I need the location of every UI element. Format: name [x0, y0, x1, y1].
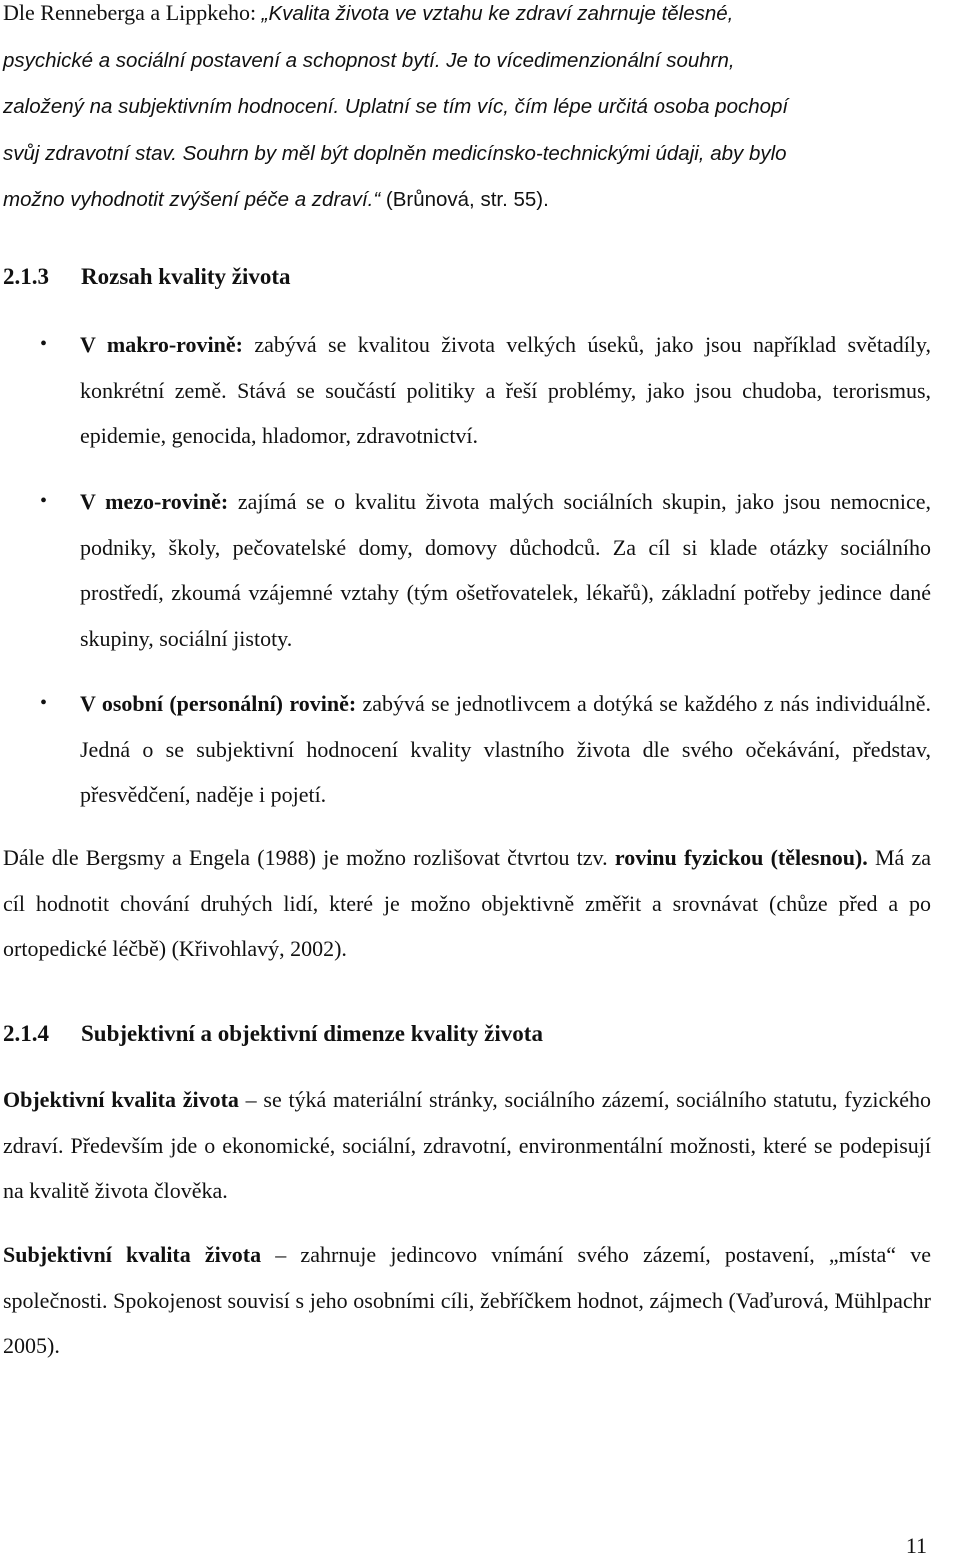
subjective-term: Subjektivní kvalita života	[3, 1242, 262, 1267]
section-heading-2-1-3	[3, 262, 291, 292]
intro-paragraph	[3, 0, 931, 223]
section-number: 2.1.3	[3, 264, 49, 289]
page-number: 11	[905, 1533, 927, 1558]
subjective-text: – zahrnuje jedincovo vnímání svého zázemí, postavení, „místa“ ve společnosti. Spokojenost souvisí s jeho osobními cíli, žebříčkem hodnot, zájmech (Vaďurová, Mühlpachr 2005).	[3, 1242, 931, 1358]
bergsma-bold: rovinu fyzickou (tělesnou).	[614, 845, 868, 870]
section-number: 2.1.4	[3, 1021, 49, 1046]
bergsma-text-after: Má za cíl hodnotit chování druhých lidí, které je možno objektivně změřit a srovnávat (chůze před a po ortopedické léčbě) (Křivohlavý, 2002).	[3, 845, 932, 961]
bullet-marker: •	[40, 333, 48, 355]
section-title: Rozsah kvality života	[81, 264, 291, 289]
bullet-text	[80, 322, 931, 459]
bullet-marker: •	[40, 692, 48, 714]
bullet-text	[80, 681, 931, 818]
bullet-marker: •	[40, 490, 48, 512]
intro-quote-line-3: založený na subjektivním hodnocení. Uplatní se tím víc, čím lépe určitá osoba pochopí	[3, 95, 789, 118]
bullet-body: zabývá se jednotlivcem a dotýká se každého z nás individuálně. Jedná o se subjektivní hodnocení kvality vlastního života dle svého očekávání, představ, přesvědčení, naděje i pojetí.	[80, 691, 931, 807]
intro-quote-line-4: svůj zdravotní stav. Souhrn by měl být doplněn medicínsko-technickými údaji, aby bylo	[3, 141, 787, 165]
bergsma-text-before: Dále dle Bergsmy a Engela (1988) je možno rozlišovat čtvrtou tzv.	[3, 845, 615, 870]
bullet-label: V mezo-rovině:	[80, 489, 229, 514]
intro-lead-text: Dle Renneberga a Lippkeho:	[3, 0, 262, 25]
bullet-label: V osobní (personální) rovině:	[80, 691, 357, 716]
bergsma-paragraph	[3, 835, 931, 972]
objective-term: Objektivní kvalita života	[3, 1087, 239, 1112]
intro-citation: (Brůnová, str. 55).	[380, 188, 549, 211]
objective-paragraph	[3, 1077, 931, 1214]
objective-text: – se týká materiální stránky, sociálního zázemí, sociálního statutu, fyzického zdraví. Především jde o ekonomické, sociální, zdravotní, environmentální možnosti, které se podepisují na kvalitě života člověka.	[3, 1087, 931, 1203]
bullet-body: zajímá se o kvalitu života malých sociálních skupin, jako jsou nemocnice, podniky, školy, pečovatelské domy, domovy důchodců. Za cíl si klade otázky sociálního prostředí, zkoumá vzájemné vztahy (tým ošetřovatelek, lékařů), základní potřeby jedince dané skupiny, sociální jistoty.	[80, 489, 931, 651]
bullet-text	[80, 479, 931, 661]
intro-quote-line-5: možno vyhodnotit zvýšení péče a zdraví.“	[3, 188, 381, 211]
intro-quote-line-2: psychické a sociální postavení a schopnost bytí. Je to vícedimenzionální souhrn,	[3, 48, 735, 72]
bullet-label: V makro-rovině:	[80, 332, 243, 357]
intro-quote-line-1: „Kvalita života ve vztahu ke zdraví zahrnuje tělesné,	[261, 2, 734, 25]
subjective-paragraph	[3, 1232, 931, 1369]
section-heading-2-1-4	[3, 1019, 543, 1049]
bullet-body: zabývá se kvalitou života velkých úseků, jako jsou například světadíly, konkrétní země. Stává se součástí politiky a řeší problémy, jako jsou chudoba, terorismus, epidemie, genocida, hladomor, zdravotnictví.	[80, 332, 931, 448]
section-title: Subjektivní a objektivní dimenze kvality života	[81, 1021, 543, 1046]
